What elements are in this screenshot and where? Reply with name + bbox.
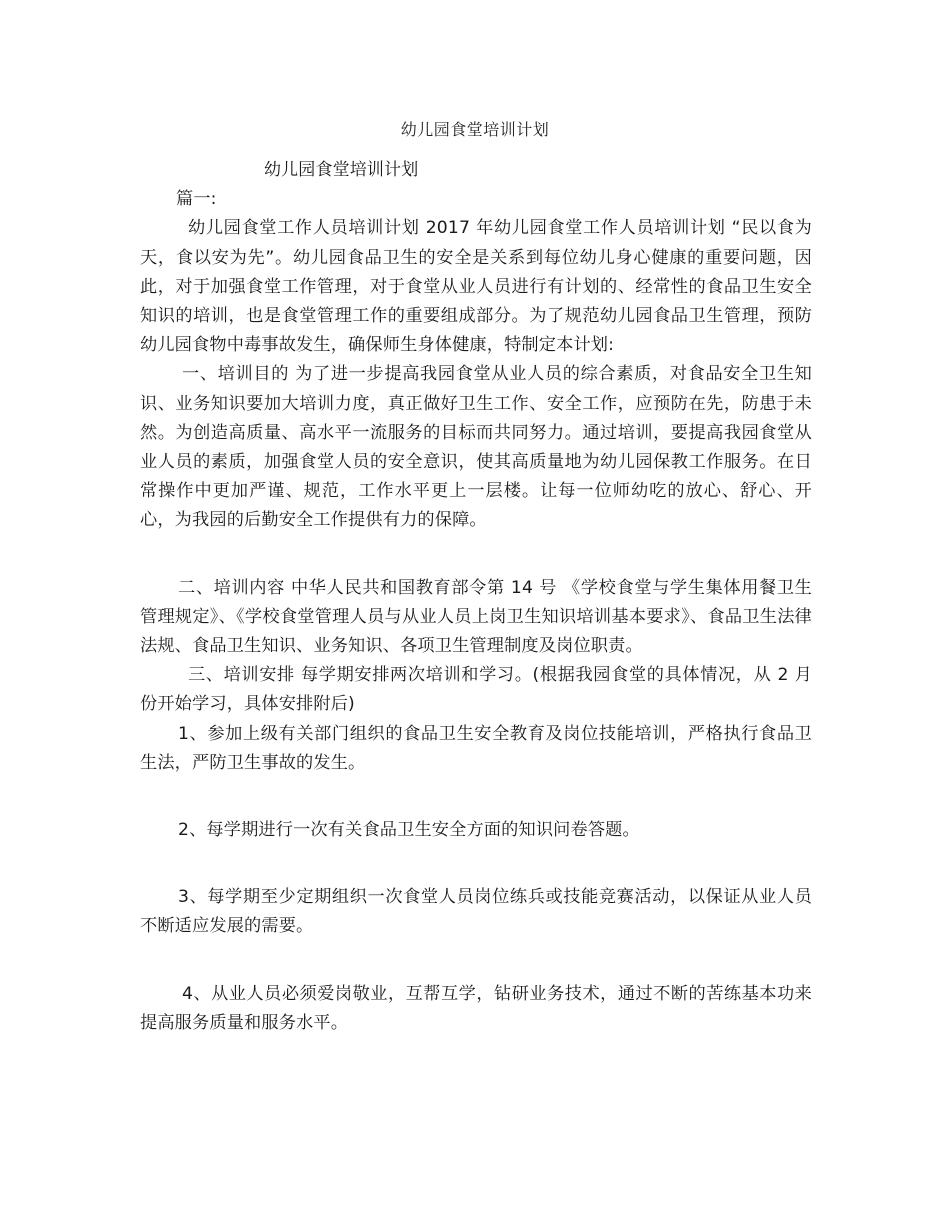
list-item-2: 2、每学期进行一次有关食品卫生安全方面的知识问卷答题。 — [178, 820, 640, 841]
paragraph-content: 二、培训内容 中华人民共和国教育部令第 14 号 《学校食堂与学生集体用餐卫生管理规定》、《学校食堂管理人员与从业人员上岗卫生知识培训基本要求》、食品卫生法律法规、食品卫生知识、业务知识、各项卫生管理制度及岗位职责。 — [140, 577, 812, 657]
document-body — [140, 156, 812, 1038]
part-label: 篇一: — [176, 189, 217, 210]
list-item-3: 3、每学期至少定期组织一次食堂人员岗位练兵或技能竞赛活动，以保证从业人员不断适应发展的需要。 — [140, 887, 812, 937]
spacer — [140, 536, 812, 574]
list-item-4: 4、从业人员必须爱岗敬业，互帮互学，钻研业务技术，通过不断的苦练基本功来提高服务质量和服务水平。 — [140, 983, 812, 1033]
document-header-title: 幼儿园食堂培训计划 — [400, 120, 550, 139]
spacer — [140, 778, 812, 816]
list-item-1: 1、参加上级有关部门组织的食品卫生安全教育及岗位技能培训，严格执行食品卫生法，严防卫生事故的发生。 — [140, 723, 812, 773]
paragraph-intro: 幼儿园食堂工作人员培训计划 2017 年幼儿园食堂工作人员培训计划 “民以食为天，食以安为先”。幼儿园食品卫生的安全是关系到每位幼儿身心健康的重要问题，因此，对于加强食堂工作管理，对于食堂从业人员进行有计划的、经常性的食品卫生安全知识的培训，也是食堂管理工作的重要组成部分。为了规范幼儿园食品卫生管理，预防幼儿园食物中毒事故发生，确保师生身体健康，特制定本计划: — [140, 218, 812, 356]
paragraph-goal: 一、培训目的 为了进一步提高我园食堂从业人员的综合素质，对食品安全卫生知识、业务知识要加大培训力度，真正做好卫生工作、安全工作，应预防在先，防患于未然。为创造高质量、高水平一流服务的目标而共同努力。通过培训，要提高我园食堂从业人员的素质，加强食堂人员的安全意识，使其高质量地为幼儿园保教工作服务。在日常操作中更加严谨、规范，工作水平更上一层楼。让每一位师幼吃的放心、舒心、开心，为我园的后勤安全工作提供有力的保障。 — [140, 364, 812, 531]
spacer — [140, 942, 812, 980]
paragraph-arrangement: 三、培训安排 每学期安排两次培训和学习。(根据我园食堂的具体情况，从 2 月份开始学习，具体安排附后) — [140, 665, 812, 715]
spacer — [140, 845, 812, 883]
document-sub-title: 幼儿园食堂培训计划 — [264, 160, 419, 180]
